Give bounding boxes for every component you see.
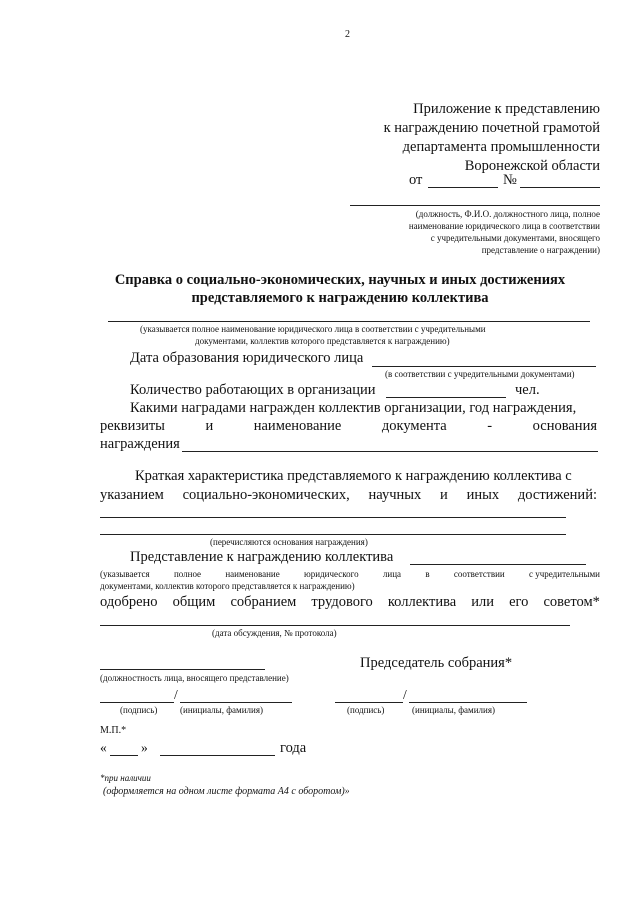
characteristic-field-2[interactable] <box>100 534 566 535</box>
position-note-line-3: с учредительными документами, вносящего <box>430 233 600 243</box>
characteristic-word: социально-экономических, <box>182 487 350 503</box>
day-field[interactable] <box>110 755 138 756</box>
submission-note-word: полное <box>173 569 202 579</box>
right-initials-label: (инициалы, фамилия) <box>412 705 495 715</box>
right-initials-field[interactable] <box>409 702 527 703</box>
from-label: от <box>409 172 423 188</box>
quote-open: « <box>100 740 107 755</box>
awards-line-1: Какими наградами награжден коллектив организации, год награждения, <box>130 400 577 416</box>
appendix-line-2: к награждению почетной грамотой <box>383 120 600 136</box>
approved-word: общим <box>172 594 216 610</box>
approved-line <box>100 594 600 611</box>
entity-note-line-2: документами, коллектив которого представляется к награждению) <box>195 336 450 346</box>
approved-word: или <box>471 594 495 610</box>
employees-unit: чел. <box>515 382 540 398</box>
characteristic-word: и <box>440 487 448 503</box>
submission-note-word: юридического <box>304 569 359 579</box>
appendix-line-1: Приложение к представлению <box>413 101 600 117</box>
submission-note-line-1 <box>100 569 600 579</box>
left-signature-label: (подпись) <box>120 705 158 715</box>
submission-label: Представление к награждению коллектива <box>130 549 394 565</box>
submission-field[interactable] <box>410 564 586 565</box>
submission-note-word: (указывается <box>100 569 150 579</box>
approved-word: его <box>509 594 529 610</box>
document-title-line-2: представляемого к награждению коллектива <box>191 290 489 306</box>
submission-note-word: в <box>425 569 430 579</box>
awards-word: основания <box>532 418 597 434</box>
position-note <box>330 208 600 256</box>
position-note-line-4: представление о награждении) <box>481 245 600 255</box>
characteristic-word: научных <box>368 487 422 503</box>
characteristic-field-1[interactable] <box>100 517 566 518</box>
characteristic-note: (перечисляются основания награждения) <box>210 537 368 547</box>
official-position-field[interactable] <box>350 205 600 206</box>
appendix-block <box>300 100 600 176</box>
awards-word: - <box>487 418 493 434</box>
document-title-line-1: Справка о социально-экономических, научных и иных достижениях <box>114 272 566 288</box>
employees-label: Количество работающих в организации <box>130 382 376 398</box>
year-label: года <box>280 740 307 756</box>
page-number: 2 <box>345 29 350 40</box>
founding-date-note: (в соответствии с учредительными документами) <box>385 369 575 379</box>
approved-word: советом* <box>543 594 600 610</box>
official-position-signature-field[interactable] <box>100 669 265 670</box>
entity-name-field[interactable] <box>108 321 590 322</box>
stamp-label: М.П.* <box>100 725 127 736</box>
right-slash: / <box>403 687 407 702</box>
characteristic-line-1: Краткая характеристика представляемого к награждению коллектива с <box>135 468 572 484</box>
discussion-note: (дата обсуждения, № протокола) <box>212 628 337 638</box>
awards-word: наименование <box>253 418 342 434</box>
footnote-format: (оформляется на одном листе формата А4 с оборотом)» <box>103 786 350 797</box>
left-slash: / <box>174 687 178 702</box>
official-position-note: (должностность лица, вносящего представление) <box>100 673 289 683</box>
approved-word: собранием <box>230 594 297 610</box>
characteristic-word: иных <box>466 487 500 503</box>
right-signature-field[interactable] <box>335 702 403 703</box>
characteristic-word: достижений: <box>517 487 597 503</box>
month-field[interactable] <box>160 755 275 756</box>
number-field[interactable] <box>520 187 600 188</box>
founding-date-label: Дата образования юридического лица <box>130 350 364 366</box>
left-signature-field[interactable] <box>100 702 174 703</box>
founding-date-field[interactable] <box>372 366 596 367</box>
left-initials-field[interactable] <box>180 702 292 703</box>
awards-line-3: награждения <box>100 436 180 452</box>
submission-note-word: с учредительными <box>529 569 600 579</box>
discussion-field[interactable] <box>100 625 570 626</box>
awards-word: реквизиты <box>100 418 165 434</box>
characteristic-word: указанием <box>100 487 164 503</box>
awards-word: документа <box>381 418 447 434</box>
position-note-line-1: (должность, Ф.И.О. должностного лица, полное <box>415 209 600 219</box>
right-signature-label: (подпись) <box>347 705 385 715</box>
characteristic-line-2 <box>100 487 597 504</box>
awards-field[interactable] <box>182 451 598 452</box>
appendix-line-4: Воронежской области <box>464 158 600 174</box>
quote-close: » <box>141 740 148 755</box>
approved-word: коллектива <box>387 594 457 610</box>
left-initials-label: (инициалы, фамилия) <box>180 705 263 715</box>
employees-field[interactable] <box>386 397 506 398</box>
appendix-line-3: департамента промышленности <box>402 139 600 155</box>
approved-word: одобрено <box>100 594 158 610</box>
submission-note-word: наименование <box>225 569 280 579</box>
entity-note-line-1: (указывается полное наименование юридического лица в соответствии с учредительными <box>140 324 486 334</box>
awards-line-2 <box>100 418 597 435</box>
chairman-label: Председатель собрания* <box>360 655 513 671</box>
awards-word: и <box>205 418 214 434</box>
submission-note-word: лица <box>382 569 402 579</box>
footnote-if-any: *при наличии <box>100 773 151 783</box>
position-note-line-2: наименование юридического лица в соответствии <box>408 221 600 231</box>
submission-note-line-2: документами, коллектив которого представляется к награждению) <box>100 581 355 591</box>
submission-note-word: соответствии <box>453 569 505 579</box>
approved-word: трудового <box>311 594 373 610</box>
date-field[interactable] <box>428 187 498 188</box>
number-label: № <box>503 172 517 188</box>
